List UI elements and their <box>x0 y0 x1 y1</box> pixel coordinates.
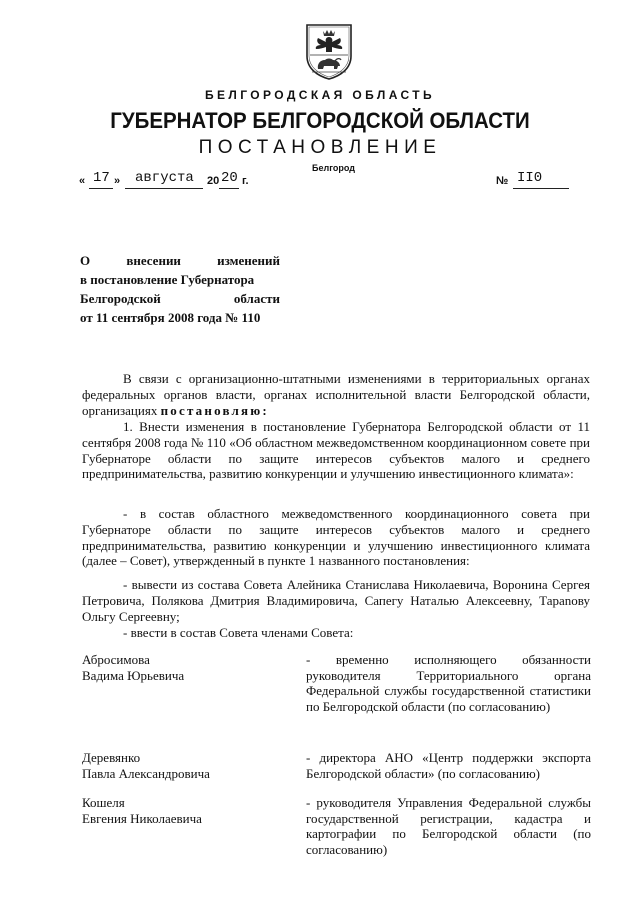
member-given-names: Евгения Николаевича <box>82 811 202 826</box>
clause-1-paragraph: 1. Внести изменения в постановление Губернатора Белгородской области от 11 сентября 2008 года № 110 «Об областном межведомственном координационном совете при Губернаторе области по защите интересов субъектов малого и среднего предпринимательства, развитию конкуренции и улучшению инвестиционного климата»: <box>82 419 590 482</box>
preamble-text: В связи с организационно-штатными изменениями в территориальных органах федеральных органов власти, органах исполнительной власти Белгородской области, организациях <box>82 371 590 418</box>
member-given-names: Павла Александровича <box>82 766 210 781</box>
date-year-prefix: 20 <box>207 175 220 187</box>
date-open-quote: « <box>79 175 86 187</box>
preamble-paragraph <box>82 371 590 418</box>
decree-subject <box>80 251 280 327</box>
date-day: 17 <box>93 170 110 186</box>
decree-number: II0 <box>517 170 543 186</box>
issuer-title: ГУБЕРНАТОР БЕЛГОРОДСКОЙ ОБЛАСТИ <box>110 108 530 133</box>
subject-line: в постановление Губернатора <box>80 272 255 287</box>
subject-word: области <box>233 291 280 306</box>
subject-line: от 11 сентября 2008 года № 110 <box>80 310 261 325</box>
member-role: - временно исполняющего обязанности руководителя Территориального органа Федеральной службы государственной статистики по Белгородской области (по согласованию) <box>306 652 591 714</box>
date-year-mark: г. <box>242 175 249 187</box>
subject-word: изменений <box>217 253 280 268</box>
member-surname: Деревянко <box>82 750 141 765</box>
resolve-keyword: постановляю: <box>160 402 269 418</box>
date-line <box>79 171 579 193</box>
region-heading: БЕЛГОРОДСКАЯ ОБЛАСТЬ <box>205 88 435 102</box>
remove-members-paragraph: - вывести из состава Совета Алейника Станислава Николаевича, Воронина Сергея Петровича, Полякова Дмитрия Владимировича, Сапегу Наталью Алексеевну, Тарanoву Ольгу Сергеевну; <box>82 577 590 624</box>
member-role: - руководителя Управления Федеральной службы государственной регистрации, кадастра и картографии по Белгородской области (по согласованию) <box>306 795 591 857</box>
subject-word: внесении <box>126 253 181 268</box>
date-month: августа <box>135 170 194 186</box>
member-surname: Абросимова <box>82 652 150 667</box>
date-year-suffix: 20 <box>221 170 238 186</box>
council-composition-paragraph: - в состав областного межведомственного координационного совета при Губернаторе области по защите интересов субъектов малого и среднего предпринимательства, развитию конкуренции и улучшению инвестиционного климата (далее – Совет), утвержденный в пункте 1 названного постановления: <box>82 506 590 569</box>
date-close-quote: » <box>114 175 121 187</box>
member-name <box>82 795 202 827</box>
subject-word: О <box>80 253 91 268</box>
coat-of-arms-icon <box>303 22 355 80</box>
number-label: № <box>496 175 509 187</box>
city-label: Белгород <box>312 163 355 173</box>
subject-word: Белгородской <box>80 291 161 306</box>
member-surname: Кошеля <box>82 795 125 810</box>
add-members-paragraph: - ввести в состав Совета членами Совета: <box>123 625 354 640</box>
member-role: - директора АНО «Центр поддержки экспорта Белгородской области» (по согласованию) <box>306 750 591 781</box>
document-type: ПОСТАНОВЛЕНИЕ <box>198 137 442 158</box>
member-given-names: Вадима Юрьевича <box>82 668 185 683</box>
member-name <box>82 750 210 782</box>
member-name <box>82 652 184 684</box>
